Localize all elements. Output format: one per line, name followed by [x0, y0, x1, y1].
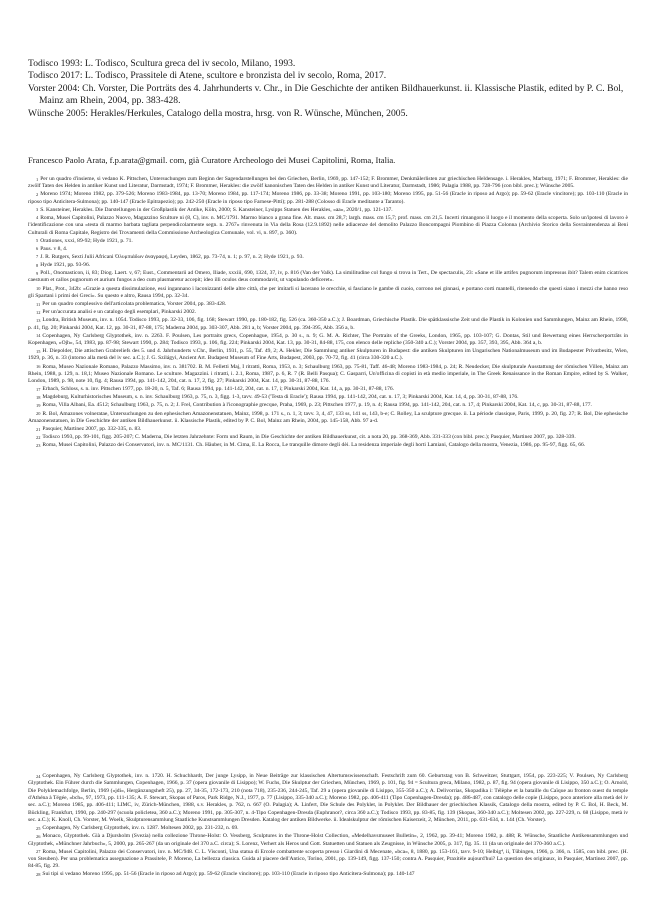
footnote-number: 27 — [36, 849, 41, 855]
footnote-text: Per un quadro d'insieme, si vedano K. Pittschen, Untersuchungen zum Beginn der Sagendarstellungen bei den Griechen, Berlin, 1969, pp. 147-152; F. Brommer, Denkmälerlisten zur griechischen Heldensage. i. Herakles, Marburg, 1971; F. Brommer, Herakles: die zwölf Taten des Helden in antiker Kunst und Literatur, Darmstadt, 1974; F. Brommer, Herakles: die zwölf kanonischen Taten des Helden in antiker Kunst und Literatur, Darmstadt, 1986; Palagia 1988, pp. 728-796 (con bibl. prec.); Wünsche 2005. — [28, 176, 628, 190]
footnote-text: H. Diepolder, Die attischen Grabreliefs des 5. und 4. Jahrhunderts v.Chr., Berlin, 1931, p. 55, Taf. 49, 2; A. Hekler, Die Sammlung antiker Skulpturen in Budapest: die antiken Skulpturen im Ungarischen Nationalmuseum und im Budapester Privatbesitz, Wien, 1929, p. 36, n. 33 (intorno alla metà del iv sec. a.C.); J. G. Szilágyi, Ancient Art. Budapest Museum of Fine Arts, Budapest, 2003, pp. 70-72, fig. 41 (circa 330-320 a.C.). — [28, 348, 628, 362]
footnote-number: 9 — [36, 270, 39, 276]
footnote-text: Magdeburg, Kulturhistorisches Museum, s. n. inv. Schaulburg 1963, p. 75, n. 3, figg. 1-3, tavv. 49-53 ('Testa di Eracle'); Rausa 1994, pp. 141-142, 204, cat. n. 17, 3; Pinkarski 2004, Kat. 14, d, pp. 30-31, 87-88, 176. — [42, 394, 519, 401]
footnote-number: 8 — [36, 262, 39, 268]
footnote-text: R. Bol, Amazones volneratae, Untersuchungen zu den ephesischen Amazonenstatuen, Mainz, 1998, p. 171 s., n. 1, 3; tavv. 3, 4, 47, 133 ss, 141 ss, 143, b-e; C. Rolley, La sculpture grecque. ii. La période classique, Paris, 1999, p. 20, fig. 27; R. Bol, Die ephesische Amazonenstatuen, in Die Geschichte der antiken Bildhauerkunst. ii. Klassische Plastik, edited by P. C. Bol, Mainz am Rhein, 2004, pp. 145-158, Abb. 97 a-d. — [28, 410, 628, 424]
footnote — [28, 246, 628, 253]
footnote-text: Per un quadro complessivo dell'articolata problematica, Vorster 2004, pp. 383-428. — [42, 301, 227, 307]
footnote — [28, 348, 628, 363]
footnote — [28, 270, 628, 285]
footnote-text: Roma, Musei Capitolini, Palazzo dei Conservatori, inv. n. MC/948. C. L. Visconti, Una statua di Ercole combattente scoperta presso i Giardini di Mecenate, «bca», 8, 1880, pp. 153-161, tavv. 9-10; Helbig⁴, ii, Tübingen, 1966, p. 366, n. 1585, con bibl. prec. (H. von Steuben). Per una problematica assegnazione a Prassitele, P. Moreno, La bellezza classica. Guida al piacere dell'Antico, Torino, 2001, pp. 139-149, figg. 137-150; contra A. Pasquier, Praxitèle aujourd'hui? La question des originaux, in Pasquier, Martinez 2007, pp. 84-85, fig. 29. — [28, 848, 628, 870]
footnotes-continued — [28, 773, 628, 880]
footnote — [28, 442, 628, 449]
footnote — [28, 426, 628, 433]
footnote — [28, 286, 628, 301]
footnote-number: 18 — [36, 394, 41, 400]
footnote-number: 12 — [36, 309, 41, 315]
footnote-text: Roma, Musei Capitolini, Palazzo dei Conservatori, inv. n. MC/1131. Ch. Häuber, in M. Cima, E. La Rocca, Le tranquille dimore degli dèi. La residenza imperiale degli horti Lamiani, Catalogo della mostra, Venezia, 1986, pp. 95-97, figg. 65, 66. — [42, 442, 586, 449]
footnote — [28, 317, 628, 332]
footnote — [28, 238, 628, 245]
footnote-text: Londra, British Museum, inv. n. 1054. Todisco 1993, pp. 32-33, 106, fig. 168; Stewart 1990, pp. 180-182, fig. 526 (ca. 360-350 a.C.); J. Boardman, Griechische Plastik. Die spätklassische Zeit und die Plastik in Kolonien und Sammlungen, Mainz am Rhein, 1998, p. 41, fig. 20; Pinkarski 2004, Kat. 12, pp. 30-31, 87-88, 175; Maderna 2004, pp. 303-307, Abb. 281 a, b; Vorster 2004, pp. 394-395, Abb. 356 a, b. — [28, 317, 628, 331]
footnote-text: Moreno 1974; Moreno 1982, pp. 379-526; Moreno 1983-1984, pp. 13-70; Moreno 1984, pp. 117-174; Moreno 1986, pp. 33-38; Moreno 1991, pp. 103-180; Moreno 1995, pp. 51-56 (Eracle in riposo ad Argo); pp. 59-62 (Eracle vincitore); pp. 103-110 (Eracle in riposo tipo Anticitera-Sulmona); pp. 140-147 (Eracle Epitrapezio); pp. 242-250 (Eracle in riposo tipo Farnese-Pitti); pp. 281-288 (Colosso di Eracle meditante a Taranto). — [28, 191, 628, 205]
footnote — [28, 176, 628, 191]
bibliography — [28, 58, 628, 120]
footnote-number: 7 — [36, 254, 39, 260]
footnote-number: 3 — [36, 207, 39, 213]
bib-entry: Todisco 1993: L. Todisco, Scultura greca del iv secolo, Milano, 1993. — [28, 58, 296, 69]
footnote-text: Todisco 1993, pp. 99-101, figg. 205-207; C. Maderna, Die letzten Jahrzehnte: Form und Raum, in Die Geschichte der antiken Bildhauerkunst, cit. a nota 20, pp. 368-369, Abb. 331-333 (con bibl. prec.); Pasquier, Martinez 2007, pp. 328-339. — [42, 434, 576, 441]
footnote — [28, 825, 628, 832]
footnote-text: Pasquier, Martinez 2007, pp. 332-335, n. 83. — [42, 426, 142, 432]
footnote — [28, 207, 628, 214]
footnote-number: 26 — [36, 833, 41, 839]
footnote-number: 28 — [36, 871, 41, 877]
footnote-number: 24 — [36, 773, 41, 779]
footnote-number: 1 — [36, 176, 39, 182]
footnotes-main — [28, 176, 628, 450]
footnote — [28, 773, 628, 824]
footnote-number: 10 — [36, 286, 41, 292]
footnote-number: 15 — [36, 348, 41, 354]
footnote-text: Copenhagen, Ny Carlsberg Glyptothek, inv. n. 1720. H. Schuchhardt, Der junge Lysipp, in Neue Beiträge zur klassischen Altertumswissenschaft. Festschrift zum 60. Geburtstag von B. Schweitzer, Stuttgart, 1954, pp. 223-225; V. Poulsen, Ny Carlsberg Glyptothek. Ein Führer durch die Sammlungen, Copenhagen, 1966, p. 37 (opera giovanile di Lisippo); W. Fuchs, Die Skulptur der Griechen, München, 1969, p. 101, fig. 94 = Scultura greca, Milano, 1982, p. 87, fig. 94 (opera giovanile di Lisippo, 350 a.C.); O. Arnold, Die Polykletnachfolge, Berlin, 1969 («jdi», Hergänzungsheft 25), pp. 27, 34-35, 172-173, 210 (nota 718), 235-236, 244-245, Taf. 29 a (opera giovanile di Lisippo, 355-350 a.C.); A. Delivorrias, Skopadika i: Télèphe et la bataille du Caïque au fronton ouest du temple d'Athéna à Tégée, «bch», 97, 1973, pp. 111-135; A. F. Stewart, Skopas of Paros, Park Ridge, N.J., 1977, p. 77 (Lisippo, 335-340 a.C.); Moreno 1982, pp. 406-411 (Tipo Copenhagen-Dresda); pp. 486-487, con catalogo delle copie (Lisippo, poco anteriore alla metà del iv sec. a.C.); Moreno 1985, pp. 406-411; LIMC, iv, Zürich-München, 1988, s.v. Herakles, p. 762, n. 667 (O. Palagia); A. Linfert, Die Schule des Polyklet, in Polyklet. Der Bildhauer der griechischen Klassik, Catalogo della mostra, edited by P. C. Bol, H. Beck, M. Bückling, Frankfurt, 1990, pp. 240-297 (scuola policletea, 360 a.C.); Moreno 1991, pp. 305-307, n. 4-Tipo Copenhagen-Dresda (Euphranor?, circa 360 a.C.); Todisco 1993, pp. 83-85, fig. 139 (Skopas, 360-340 a.C.); Moltesen 2002, pp. 227-229, n. 68 (Lisippo, metà iv sec. a.C.); K. Knoll, Ch. Vorster, M. Woelk, Skulpturensammlung Staatliche Kunstsammlungen Dresden. Katalog der antiken Bildwerke. ii. Idealskulptur der römischen Kaiserzeit, 2, München, 2011, pp. 631-634, n. 144 (Ch. Vorster). — [28, 773, 628, 824]
bib-entry: Todisco 2017: L. Todisco, Prassitele di Atene, scultore e bronzista del iv secolo, Roma, 2017. — [28, 70, 387, 82]
footnote-text: Poll., Onomasticon, ii, 83; Diog. Laert. v, 67; Eust., Commentarii ad Omero, Iliade, xxxiii, 690, 1324, 37, iv, p. 816 (Van der Valk). La similitudine col fungo si trova in Tert., De spectaculis, 23: «Sane et ille artifex pugnorum impressus ibit? Talem enim cicatrices caestuum et callos pugnorum et aurium fungos a deo cum plasmaretur accepit; ideo illi oculos deus commodavit, ut vapulando deficeret». — [28, 270, 628, 284]
footnote — [28, 849, 628, 871]
footnote-number: 20 — [36, 411, 41, 417]
footnote-text: Hyde 1921, pp. 93-96. — [40, 262, 91, 269]
footnote — [28, 262, 628, 269]
footnote-text: Monaco, Glyptothek. Già a Djursholm (Svezia) nella collezione Throne-Holst: O. Vessberg, Sculptures in the Throne-Holst Collection, «Medelhavsmuseet Bulletin», 2, 1962, pp. 39-41; Moreno 1982, p. 488; R. Wünsche, Staatliche Antikensammlungen und Glyptothek, «Münchner Jahrbuch», 5, 2000, pp. 265-267 (da un originale del 370 a.C. circa); S. Lorenz, Verhert als Heros und Gott. Statuetten und Statuen als Zeugnisse, in Wünsche 2005, p. 317, fig. 35. 11 (da un originale del 370-360 a.C.). — [28, 833, 628, 847]
footnote — [28, 402, 628, 409]
footnote-text: J. R. Rutgers, Sexti Julii Africani Ὀλυμπιάδων ἀναγραφή, Leyden, 1862, pp. 73-74, n. 1; p. 97, n. 2; Hyde 1921, p. 93. — [40, 253, 304, 260]
footnote-number: 11 — [36, 301, 41, 307]
footnote — [28, 434, 628, 441]
footnote — [28, 871, 628, 878]
footnote-number: 4 — [36, 215, 39, 221]
footnote-number: 14 — [36, 333, 41, 339]
footnote-text: Roma, Musei Capitolini, Palazzo Nuovo, Magazzino Sculture ni (8, C), inv. n. MC/1791. Marmo bianco a grana fine. Alt. mass. cm 28,7; largh. mass. cm 15,7; prof. mass. cm 21,5. Incerti rimangono il luogo e il momento della scoperta. Solo un'ipotesi di lavoro è l'identificazione con una «testa di marmo barbata tagliata perpendicolarmente segn. n. 2767» rinvenuta in Via della Rosa (12.9.1892) nelle adiacenze del demolito Palazzo Boncompagni Piombino di Piazza Colonna (Archivio Storico della Sovraintendenza ai Beni Culturali di Roma Capitale, Registro dei Trovamenti della Commissione Archeologica Comunale, vol. vi, n. 897, p. 360). — [28, 214, 628, 236]
bib-entry: Wünsche 2005: Herakles/Herkules, Catalogo della mostra, hrsg. von R. Wünsche, München, 2005. — [28, 107, 408, 119]
footnote — [28, 411, 628, 426]
footnote — [28, 394, 628, 401]
footnote-number: 23 — [36, 442, 41, 448]
footnote-number: 2 — [36, 191, 39, 197]
footnote-text: Per un'accurata analisi e un catalogo degli esemplari, Pinkarski 2002. — [42, 309, 197, 316]
footnote-number: 21 — [36, 426, 41, 432]
footnote-number: 17 — [36, 386, 41, 392]
bib-entry: Vorster 2004: Ch. Vorster, Die Porträts des 4. Jahrhunderts v. Chr., in Die Geschichte der antiken Bildhauerkunst. ii. Klassische Plastik, edited by P. C. Bol, Mainz am Rhein, 2004, pp. 383-428. — [28, 82, 624, 107]
footnote-text: S. Kansteiner, Herakles. Die Darstellungen in der Großplastik der Antike, Köln, 2000; S. Kansteiner, Lysipps Statuen des Herakles, «aa», 2020/1, pp. 121-137. — [40, 206, 393, 213]
footnote — [28, 333, 628, 348]
footnote-text: Roma, Villa Albani, Ea. 4512; Schaulburg 1963, p. 75, n. 2; J. Frel, Contribution à l'iconographie grecque, Praha, 1969, p. 23; Pittschen 1977, p. 19, n. 4; Rausa 1994, pp. 141-142, 204, cat. n. 17, 4; Pinkarski 2004, Kat. 14, c, pp. 30-31, 87-88, 177. — [42, 402, 592, 409]
footnote — [28, 833, 628, 848]
footnote-text: Sui tipi si vedano Moreno 1995, pp. 51-56 (Eracle in riposo ad Argo); pp. 59-62 (Eracle vincitore); pp. 103-110 (Eracle in riposo tipo Anticitera-Sulmona); pp. 140-147 — [42, 871, 415, 878]
footnote — [28, 309, 628, 316]
footnote-text: Copenhagen, Ny Carlsberg Glyptothek, inv. n. 2263. F. Poulsen, Les portraits grecs, Copenhague, 1954, p. 30 s., n. 9; G. M. A. Richter, The Portraits of the Greeks, London, 1965, pp. 103-107; G. Dontas, Stil und Bewertung eines Herrscherporträts in Kopenhagen, «Ojh», 54, 1983, pp. 87-98; Stewart 1990, p. 284; Todisco 1993, p. 106, fig. 224; Pinkarski 2004, Kat. 13, pp. 30-31, 84-88, 175, con elenco delle repliche (350-340 a.C.); Vorster 2004, pp. 357, 393, 395, Abb. 364 a, b. — [28, 332, 628, 346]
footnote-text: Orationes, xxxi, 89-92; Hyde 1921, p. 71. — [40, 237, 133, 244]
footnote — [28, 301, 628, 308]
footnote-text: Roma, Museo Nazionale Romano, Palazzo Massimo, inv. n. 381702. B. M. Felletti Maj, I ritratti, Roma, 1953, n. 3; Schaulburg 1963, pp. 75-81, Taff. 46-48; Moreno 1983-1984, p. 24; R. Neudecker, Die skulpturale Ausstattung der römischen Villen, Mainz am Rhein, 1988, p. 129, n. 18,1; Museo Nazionale Romano. Le sculture. Magazzini. i ritratti, i. 2.1, Roma, 1987, p. 6, R. 7 (R. Belli Pasqua); C. Gasparri, Un'officina di copisti in età medio imperiale, in The Greek Renaissance in the Roman Empire, edited by S. Walker, London, 1989, p. 98, note 10, fig. 4; Rausa 1994, pp. 141-142, 204, cat. n. 17, 2, fig. 27; Pinkarski 2004, Kat. 14, pp. 30-31, 87-88, 176. — [28, 363, 628, 385]
footnote — [28, 386, 628, 393]
footnote — [28, 364, 628, 386]
footnote-number: 16 — [36, 364, 41, 369]
footnote-number: 5 — [36, 238, 39, 244]
author-affiliation: Francesco Paolo Arata, f.p.arata@gmail. com, già Curatore Archeologo dei Musei Capitolini, Roma, Italia. — [28, 155, 396, 165]
footnote-number: 13 — [36, 317, 41, 323]
footnote-text: Plat., Prot., 342b: «Grazie a questa dissimulazione, essi ingannano i laconizzanti delle altre città, che per imitarli si lacerano le orecchie, si fasciano le gambe di cuoio, corrono nei ginnasi, e portano corti mantelli, ritenendo che questi siano i mezzi che hanno reso gli Spartani i primi dei Greci». Su questo e altro, Rausa 1994, pp. 32-34. — [28, 285, 628, 299]
footnote-number: 25 — [36, 825, 41, 831]
footnote — [28, 254, 628, 261]
footnote-number: 22 — [36, 434, 41, 440]
footnote-number: 19 — [36, 402, 41, 408]
footnote-text: Erbach, Schloss, s. n. inv. Pittschen 1977, pp. 18-20, n. 5, Taf. 6; Rausa 1994, pp. 141-142, 204, cat. n. 17, i; Pinkarski 2004, Kat. 14, a, pp. 30-31, 87-88, 176. — [42, 386, 395, 393]
footnote-text: Paus. v 8, 4. — [40, 245, 68, 252]
footnote — [28, 191, 628, 206]
footnote — [28, 215, 628, 237]
footnote-text: Copenhagen, Ny Carlsberg Glyptothek, inv. n. 1287. Moltesen 2002, pp. 231-232, n. 69. — [42, 825, 239, 832]
footnote-number: 6 — [36, 246, 39, 252]
